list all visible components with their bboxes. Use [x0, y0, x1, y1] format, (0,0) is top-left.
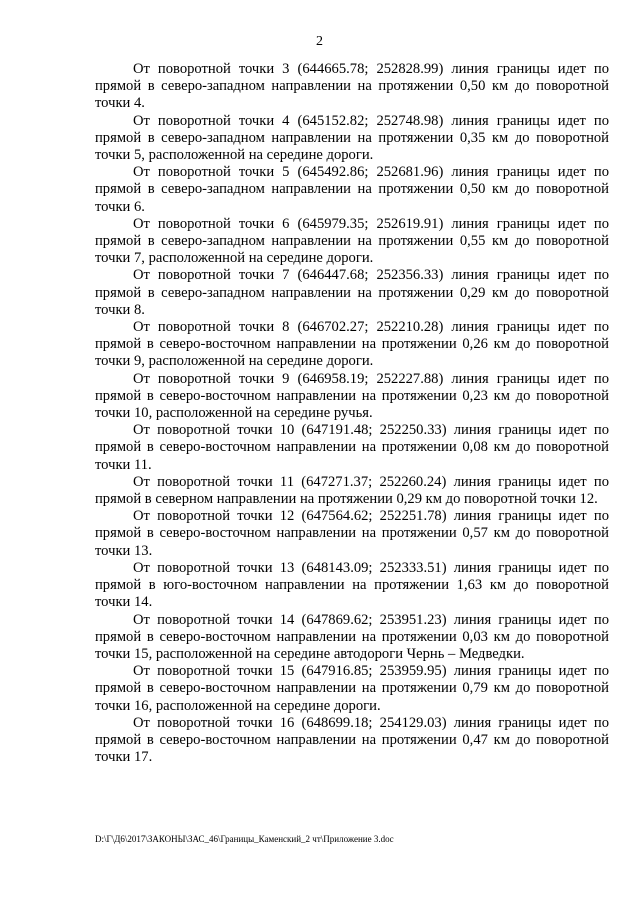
paragraph-point-16: От поворотной точки 16 (648699.18; 254129.03) линия границы идет по прямой в северо-восточном направлении на протяжении 0,47 км до поворотной точки 17.	[95, 714, 609, 766]
paragraph-point-13: От поворотной точки 13 (648143.09; 252333.51) линия границы идет по прямой в юго-восточном направлении на протяжении 1,63 км до поворотной точки 14.	[95, 559, 609, 611]
paragraph-point-14: От поворотной точки 14 (647869.62; 253951.23) линия границы идет по прямой в северо-восточном направлении на протяжении 0,03 км до поворотной точки 15, расположенной на середине автодороги Чернь – Медведки.	[95, 611, 609, 662]
page-number: 2	[316, 34, 323, 49]
paragraph-point-11: От поворотной точки 11 (647271.37; 252260.24) линия границы идет по прямой в северном направлении на протяжении 0,29 км до поворотной точки 12.	[95, 473, 609, 508]
document-body	[95, 61, 609, 766]
paragraph-point-8: От поворотной точки 8 (646702.27; 252210.28) линия границы идет по прямой в северо-восточном направлении на протяжении 0,26 км до поворотной точки 9, расположенной на середине дороги.	[95, 319, 609, 370]
paragraph-point-12: От поворотной точки 12 (647564.62; 252251.78) линия границы идет по прямой в северо-восточном направлении на протяжении 0,57 км до поворотной точки 13.	[95, 508, 609, 559]
paragraph-point-15: От поворотной точки 15 (647916.85; 253959.95) линия границы идет по прямой в северо-восточном направлении на протяжении 0,79 км до поворотной точки 16, расположенной на середине дороги.	[95, 663, 609, 714]
paragraph-point-5: От поворотной точки 5 (645492.86; 252681.96) линия границы идет по прямой в северо-западном направлении на протяжении 0,50 км до поворотной точки 6.	[95, 164, 609, 215]
paragraph-point-4: От поворотной точки 4 (645152.82; 252748.98) линия границы идет по прямой в северо-западном направлении на протяжении 0,35 км до поворотной точки 5, расположенной на середине дороги.	[95, 112, 609, 164]
paragraph-point-10: От поворотной точки 10 (647191.48; 252250.33) линия границы идет по прямой в северо-восточном направлении на протяжении 0,08 км до поворотной точки 11.	[95, 422, 609, 473]
paragraph-point-7: От поворотной точки 7 (646447.68; 252356.33) линия границы идет по прямой в северо-западном направлении на протяжении 0,29 км до поворотной точки 8.	[95, 267, 609, 318]
footer-file-path: D:\Г\Д6\2017\ЗАКОНЫ\ЗАС_46\Границы_Каменский_2 чт\Приложение 3.doc	[95, 834, 394, 844]
paragraph-point-9: От поворотной точки 9 (646958.19; 252227.88) линия границы идет по прямой в северо-восточном направлении на протяжении 0,23 км до поворотной точки 10, расположенной на середине ручья.	[95, 370, 609, 422]
paragraph-point-6: От поворотной точки 6 (645979.35; 252619.91) линия границы идет по прямой в северо-западном направлении на протяжении 0,55 км до поворотной точки 7, расположенной на середине дороги.	[95, 215, 609, 267]
paragraph-point-3: От поворотной точки 3 (644665.78; 252828.99) линия границы идет по прямой в северо-западном направлении на протяжении 0,50 км до поворотной точки 4.	[95, 61, 609, 112]
